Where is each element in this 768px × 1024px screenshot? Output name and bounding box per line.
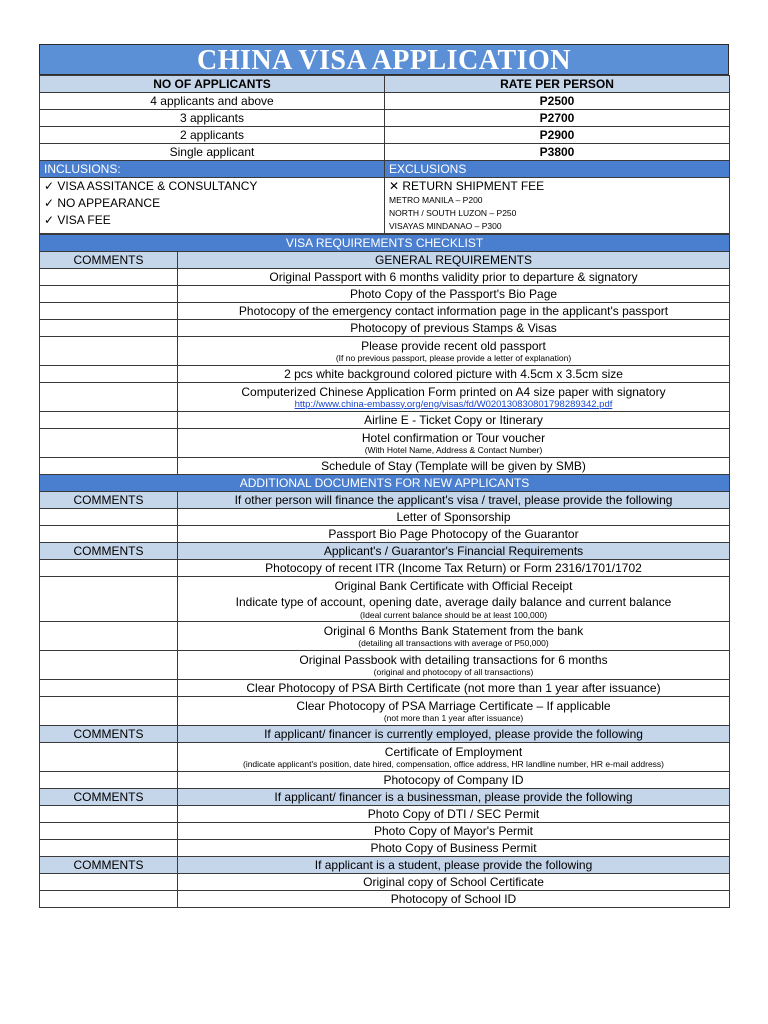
requirement-text: Please provide recent old passport	[361, 339, 546, 353]
applicants-cell: 2 applicants	[40, 127, 385, 144]
comment-cell[interactable]	[40, 680, 178, 697]
requirement-item: 2 pcs white background colored picture with 4.5cm x 3.5cm size	[178, 366, 730, 383]
requirement-text: Certificate of Employment	[384, 745, 523, 759]
comments-header: COMMENTS	[40, 726, 178, 743]
comment-cell[interactable]	[40, 458, 178, 475]
requirement-item	[178, 697, 730, 726]
comment-cell[interactable]	[40, 891, 178, 908]
employed-header: If applicant/ financer is currently employed, please provide the following	[178, 726, 730, 743]
requirement-note: (indicate applicant's position, date hired, compensation, office address, HR landline number, HR e-mail address)	[242, 759, 665, 769]
comment-cell[interactable]	[40, 412, 178, 429]
comment-cell[interactable]	[40, 383, 178, 412]
comments-header: COMMENTS	[40, 543, 178, 560]
exclusions-list	[385, 178, 730, 234]
application-form-link[interactable]: http://www.china-embassy.org/eng/visas/fd/W020130830801798289342.pdf	[294, 398, 613, 410]
rate-cell: P2900	[385, 127, 730, 144]
exclusion-detail: VISAYAS MINDANAO – P300	[389, 221, 502, 231]
requirement-item: Passport Bio Page Photocopy of the Guarantor	[178, 526, 730, 543]
requirement-item: Photocopy of School ID	[178, 891, 730, 908]
rate-cell: P2700	[385, 110, 730, 127]
comment-cell[interactable]	[40, 320, 178, 337]
inclusion-item: ✓ VISA ASSITANCE & CONSULTANCY	[44, 179, 258, 193]
applicants-header: NO OF APPLICANTS	[40, 76, 385, 93]
comment-cell[interactable]	[40, 651, 178, 680]
requirement-text: Indicate type of account, opening date, average daily balance and current balance	[235, 595, 672, 609]
requirement-item: Letter of Sponsorship	[178, 509, 730, 526]
visa-form	[39, 44, 729, 908]
financial-header: Applicant's / Guarantor's Financial Requirements	[178, 543, 730, 560]
requirement-text: Hotel confirmation or Tour voucher	[361, 431, 546, 445]
general-requirements-header: GENERAL REQUIREMENTS	[178, 252, 730, 269]
comment-cell[interactable]	[40, 622, 178, 651]
page-title: CHINA VISA APPLICATION	[39, 44, 729, 75]
comment-cell[interactable]	[40, 743, 178, 772]
comment-cell[interactable]	[40, 577, 178, 622]
requirement-item	[178, 429, 730, 458]
requirement-item: Airline E - Ticket Copy or Itinerary	[178, 412, 730, 429]
requirement-item: Photo Copy of DTI / SEC Permit	[178, 806, 730, 823]
exclusion-detail: METRO MANILA – P200	[389, 195, 483, 205]
comments-header: COMMENTS	[40, 789, 178, 806]
comment-cell[interactable]	[40, 806, 178, 823]
exclusions-header: EXCLUSIONS	[385, 161, 730, 178]
requirement-text: Original Passbook with detailing transactions for 6 months	[299, 653, 608, 667]
requirement-item	[178, 743, 730, 772]
inclusions-list	[40, 178, 385, 234]
comments-header: COMMENTS	[40, 857, 178, 874]
comment-cell[interactable]	[40, 509, 178, 526]
sponsor-header: If other person will finance the applicant's visa / travel, please provide the following	[178, 492, 730, 509]
comment-cell[interactable]	[40, 874, 178, 891]
comment-cell[interactable]	[40, 337, 178, 366]
rate-cell: P2500	[385, 93, 730, 110]
requirement-item: Photocopy of Company ID	[178, 772, 730, 789]
comment-cell[interactable]	[40, 840, 178, 857]
comment-cell[interactable]	[40, 286, 178, 303]
requirement-note: (Ideal current balance should be at least 100,000)	[359, 610, 548, 620]
applicants-cell: 4 applicants and above	[40, 93, 385, 110]
requirement-text: Original Bank Certificate with Official Receipt	[334, 579, 573, 593]
requirement-note: (not more than 1 year after issuance)	[383, 713, 524, 723]
requirement-text: Original 6 Months Bank Statement from the bank	[323, 624, 584, 638]
rate-cell: P3800	[385, 144, 730, 161]
requirement-item	[178, 383, 730, 412]
comment-cell[interactable]	[40, 772, 178, 789]
comment-cell[interactable]	[40, 366, 178, 383]
business-header: If applicant/ financer is a businessman, please provide the following	[178, 789, 730, 806]
requirement-text: Clear Photocopy of PSA Marriage Certificate – If applicable	[296, 699, 611, 713]
requirement-item	[178, 622, 730, 651]
requirement-item: Original Passport with 6 months validity prior to departure & signatory	[178, 269, 730, 286]
requirement-item: Photo Copy of Business Permit	[178, 840, 730, 857]
exclusion-detail: NORTH / SOUTH LUZON – P250	[389, 208, 517, 218]
applicants-cell: Single applicant	[40, 144, 385, 161]
requirement-item: Photo Copy of the Passport's Bio Page	[178, 286, 730, 303]
rates-table	[39, 75, 730, 234]
student-header: If applicant is a student, please provide the following	[178, 857, 730, 874]
requirement-text: Computerized Chinese Application Form printed on A4 size paper with signatory	[241, 384, 666, 399]
checklist-table	[39, 234, 730, 908]
comment-cell[interactable]	[40, 823, 178, 840]
comment-cell[interactable]	[40, 560, 178, 577]
requirement-item	[178, 651, 730, 680]
requirement-item: Photocopy of the emergency contact information page in the applicant's passport	[178, 303, 730, 320]
comment-cell[interactable]	[40, 303, 178, 320]
requirement-note: (If no previous passport, please provide a letter of explanation)	[335, 353, 572, 363]
comment-cell[interactable]	[40, 269, 178, 286]
checklist-title: VISA REQUIREMENTS CHECKLIST	[40, 235, 730, 252]
requirement-note: (detailing all transactions with average of P50,000)	[358, 638, 549, 648]
additional-documents-title: ADDITIONAL DOCUMENTS FOR NEW APPLICANTS	[40, 475, 730, 492]
inclusions-header: INCLUSIONS:	[40, 161, 385, 178]
requirement-item: Photocopy of previous Stamps & Visas	[178, 320, 730, 337]
comments-header: COMMENTS	[40, 252, 178, 269]
exclusion-main: ✕ RETURN SHIPMENT FEE	[389, 179, 545, 193]
requirement-item: Photo Copy of Mayor's Permit	[178, 823, 730, 840]
requirement-item	[178, 577, 730, 622]
comment-cell[interactable]	[40, 697, 178, 726]
inclusion-item: ✓ NO APPEARANCE	[44, 196, 161, 210]
applicants-cell: 3 applicants	[40, 110, 385, 127]
requirement-item: Photocopy of recent ITR (Income Tax Return) or Form 2316/1701/1702	[178, 560, 730, 577]
requirement-item	[178, 337, 730, 366]
rate-header: RATE PER PERSON	[385, 76, 730, 93]
requirement-note: (original and photocopy of all transactions)	[373, 667, 534, 677]
requirement-item: Schedule of Stay (Template will be given by SMB)	[178, 458, 730, 475]
inclusion-item: ✓ VISA FEE	[44, 213, 111, 227]
comments-header: COMMENTS	[40, 492, 178, 509]
comment-cell[interactable]	[40, 429, 178, 458]
requirement-item: Original copy of School Certificate	[178, 874, 730, 891]
comment-cell[interactable]	[40, 526, 178, 543]
requirement-item: Clear Photocopy of PSA Birth Certificate (not more than 1 year after issuance)	[178, 680, 730, 697]
requirement-note: (With Hotel Name, Address & Contact Number)	[364, 445, 543, 455]
